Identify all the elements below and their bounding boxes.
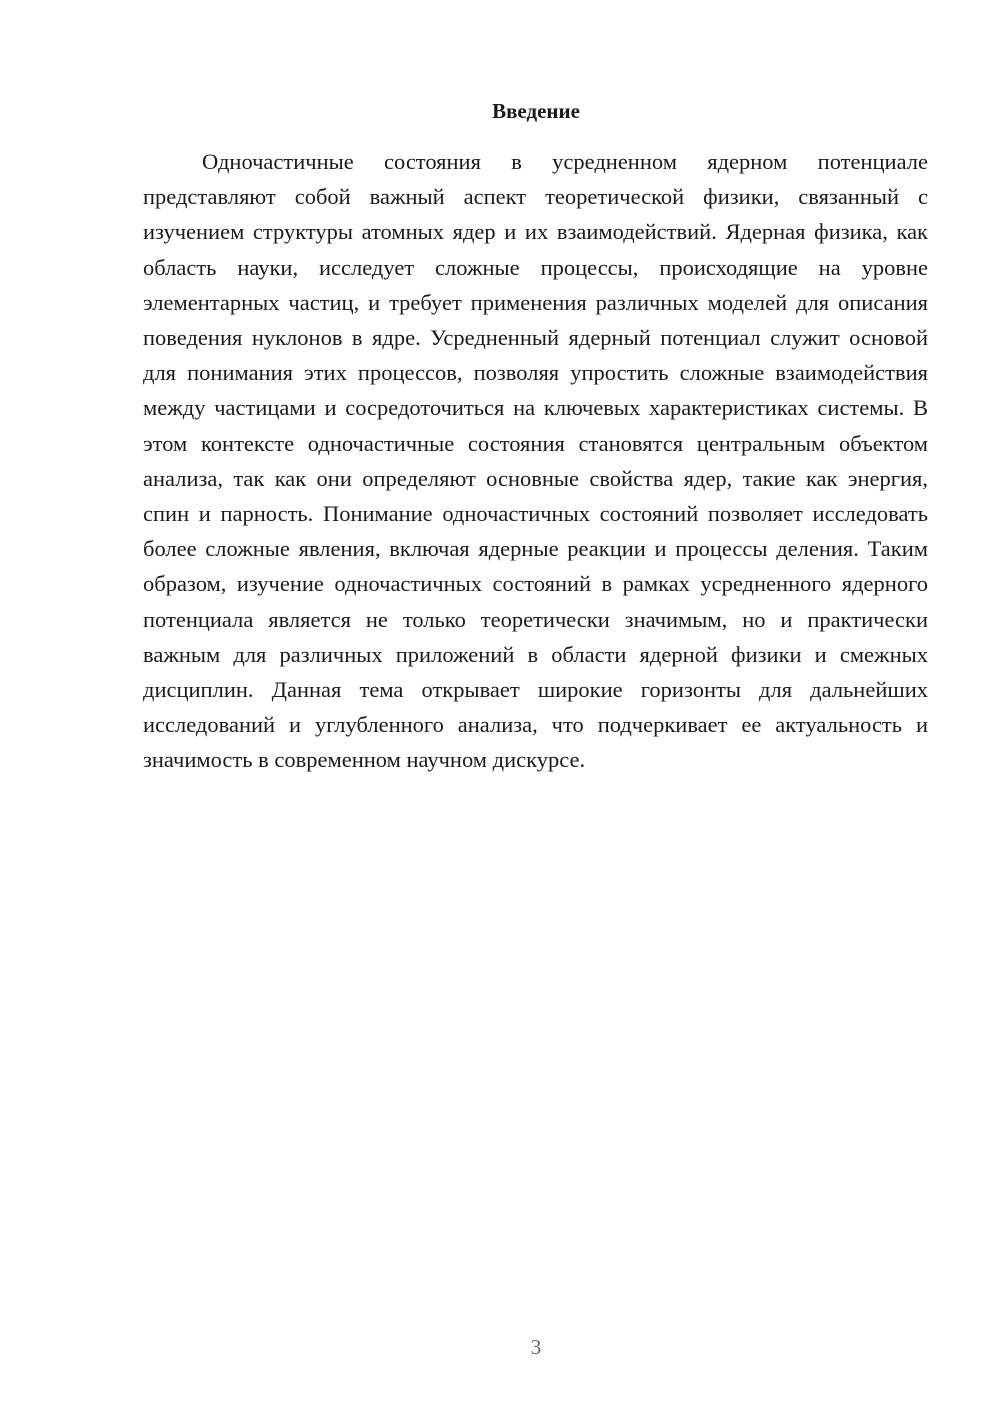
section-heading: Введение [492, 99, 580, 123]
body-paragraph: Одночастичные состояния в усредненном ядерном потенциале представляют собой важный аспект теоретической физики, связанный с изучением структуры атомных ядер и их взаимодействий. Ядерная физика, как область науки, исследует сложные процессы, происходящие на уровне элементарных частиц, и требует применения различных моделей для описания поведения нуклонов в ядре. Усредненный ядерный потенциал служит основой для понимания этих процессов, позволяя упростить сложные взаимодействия между частицами и сосредоточиться на ключевых характеристиках системы. В этом контексте одночастичные состояния становятся центральным объектом анализа, так как они определяют основные свойства ядер, такие как энергия, спин и парность. Понимание одночастичных состояний позволяет исследовать более сложные явления, включая ядерные реакции и процессы деления. Таким образом, изучение одночастичных состояний в рамках усредненного ядерного потенциала является не только теоретически значимым, но и практически важным для различных приложений в области ядерной физики и смежных дисциплин. Данная тема открывает широкие горизонты для дальнейших исследований и углубленного анализа, что подчеркивает ее актуальность и значимость в современном научном дискурсе. [143, 149, 928, 773]
page-number: 3 [530, 1335, 542, 1359]
